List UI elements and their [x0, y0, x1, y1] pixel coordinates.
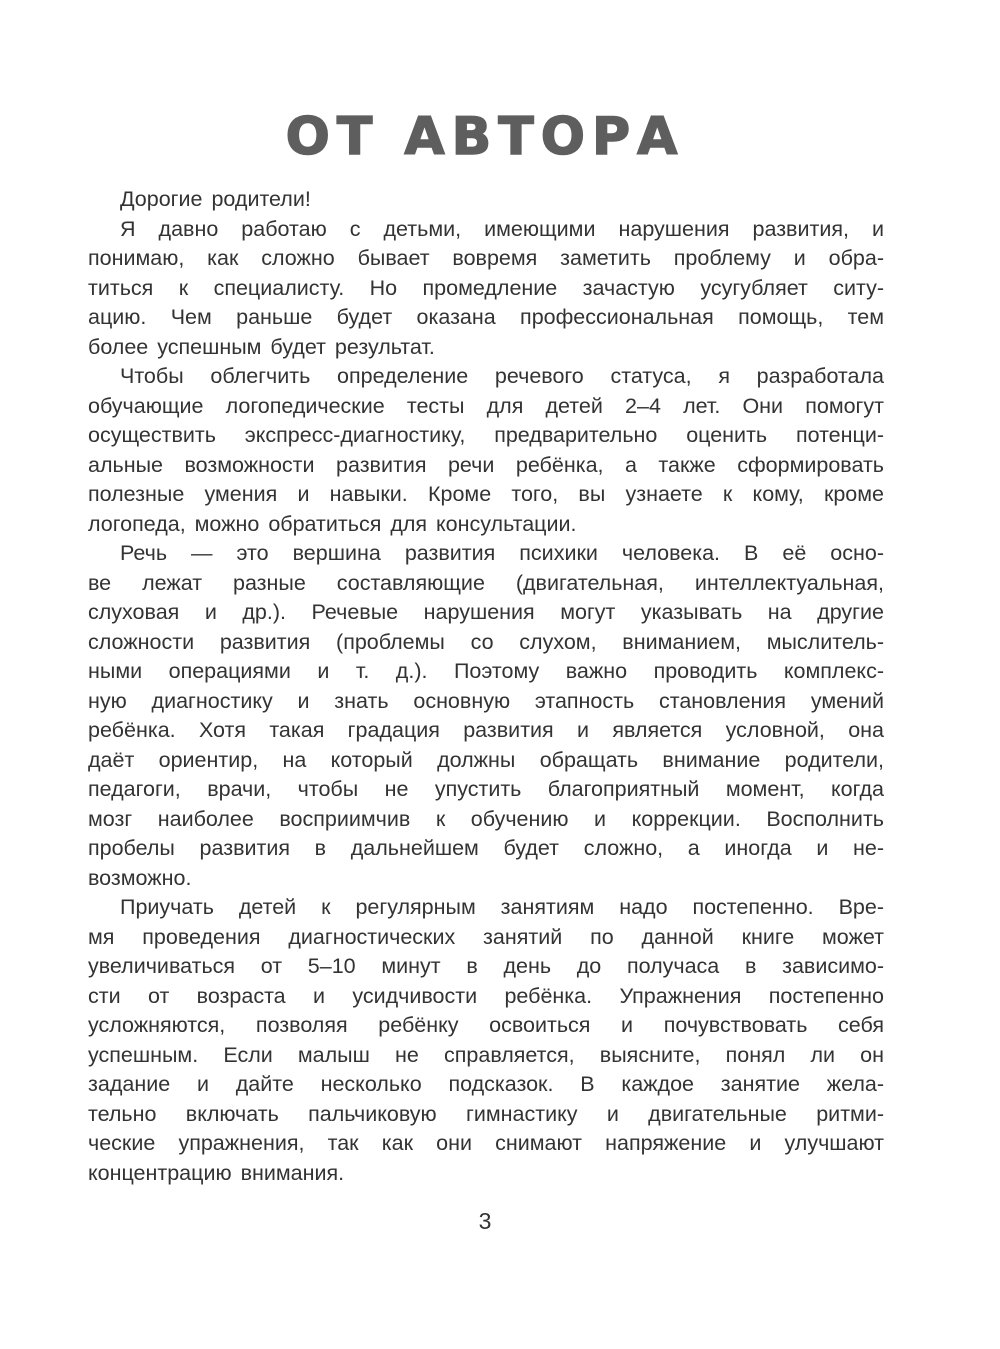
paragraph-line: ве лежат разные составляющие (двигательная, интеллектуальная, — [88, 570, 884, 595]
paragraph-line: осуществить экспресс-диагностику, предварительно оценить потенци- — [88, 423, 884, 447]
paragraph-line: даёт ориентир, на который должны обращать внимание родители, — [88, 747, 884, 772]
page-number: 3 — [478, 1208, 492, 1234]
paragraph-line: ацию. Чем раньше будет оказана профессиональная помощь, тем — [88, 305, 884, 329]
paragraph-line: сложности развития (проблемы со слухом, вниманием, мыслитель- — [88, 629, 884, 654]
paragraph-line: мя проведения диагностических занятий по данной книге может — [88, 924, 884, 949]
paragraph-line: ребёнка. Хотя такая градация развития и является условной, она — [88, 718, 884, 742]
paragraph-line: возможно. — [88, 865, 192, 890]
body-text — [88, 185, 884, 1188]
paragraph-line: концентрацию внимания. — [88, 1160, 345, 1185]
paragraph-line: логопеда, можно обратиться для консультации. — [88, 511, 577, 536]
paragraph-line: мозг наиболее восприимчив к обучению и коррекции. Восполнить — [88, 806, 884, 831]
paragraph-line: сти от возраста и усидчивости ребёнка. Упражнения постепенно — [88, 983, 884, 1008]
paragraph-line: успешным. Если малыш не справляется, выясните, понял ли он — [88, 1042, 884, 1067]
paragraph-1 — [88, 215, 884, 363]
paragraph-line: слуховая и др.). Речевые нарушения могут указывать на другие — [88, 600, 884, 624]
paragraph-line: Чтобы облегчить определение речевого статуса, я разработала — [120, 364, 884, 388]
paragraph-line: Я давно работаю с детьми, имеющими нарушения развития, и — [120, 216, 884, 241]
paragraph-line: ную диагностику и знать основную этапность становления умений — [88, 688, 884, 713]
paragraph-line: пробелы развития в дальнейшем будет сложно, а иногда и не- — [88, 836, 884, 860]
paragraph-line: альные возможности развития речи ребёнка, а также сформировать — [88, 452, 884, 477]
paragraph-line: Приучать детей к регулярным занятиям надо постепенно. Вре- — [120, 895, 884, 919]
paragraph-line: обучающие логопедические тесты для детей 2–4 лет. Они помогут — [88, 393, 884, 418]
paragraph-line: ческие упражнения, так как они снимают напряжение и улучшают — [88, 1131, 884, 1155]
paragraph-2 — [88, 362, 884, 539]
paragraph-line: ными операциями и т. д.). Поэтому важно проводить комплекс- — [88, 659, 884, 683]
paragraph-line: более успешным будет результат. — [88, 334, 435, 359]
paragraph-line: педагоги, врачи, чтобы не упустить благоприятный момент, когда — [88, 777, 884, 801]
greeting: Дорогие родители! — [120, 187, 311, 211]
paragraph-line: усложняются, позволяя ребёнку освоиться и почувствовать себя — [88, 1013, 884, 1037]
paragraph-4 — [88, 893, 884, 1188]
paragraph-line: задание и дайте несколько подсказок. В каждое занятие жела- — [88, 1072, 884, 1096]
page-title: ОТ АВТОРА — [285, 107, 685, 167]
paragraph-3 — [88, 539, 884, 893]
paragraph-line: увеличиваться от 5–10 минут в день до получаса в зависимо- — [88, 954, 884, 978]
paragraph-line: титься к специалисту. Но промедление зачастую усугубляет ситу- — [88, 275, 884, 300]
paragraph-line: тельно включать пальчиковую гимнастику и двигательные ритми- — [88, 1101, 884, 1126]
paragraph-line: понимаю, как сложно бывает вовремя заметить проблему и обра- — [88, 246, 884, 270]
paragraph-line: полезные умения и навыки. Кроме того, вы узнаете к кому, кроме — [88, 482, 884, 506]
paragraph-line: Речь — это вершина развития психики человека. В её осно- — [120, 541, 884, 565]
